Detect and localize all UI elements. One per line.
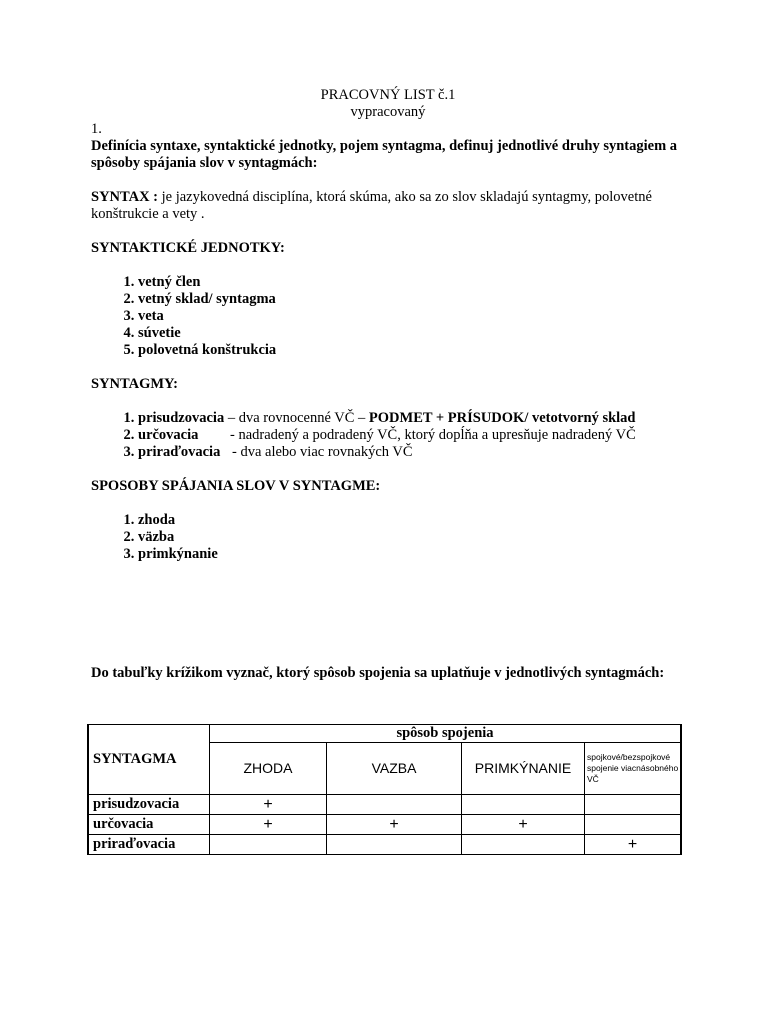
table-cell bbox=[462, 835, 585, 855]
col-header-vazba: VAZBA bbox=[327, 743, 462, 795]
list-item bbox=[138, 444, 691, 461]
syntagma-text: - dva alebo viac rovnakých VČ bbox=[232, 444, 413, 460]
list-item bbox=[138, 410, 691, 427]
table-cell: + bbox=[210, 815, 327, 835]
col-header-spojenie: spojkové/bezspojkové spojenie viacnásobného VČ bbox=[585, 743, 682, 795]
syntax-definition bbox=[91, 189, 691, 223]
table-first-header: SYNTAGMA bbox=[88, 725, 210, 795]
syntagma-text: - nadradený a podradený VČ, ktorý dopĺňa a upresňuje nadradený VČ bbox=[230, 427, 636, 443]
list-item: 1. vetný člen bbox=[138, 274, 691, 291]
syntagma-name: priraďovacia bbox=[138, 444, 221, 460]
row-label: priraďovacia bbox=[88, 835, 210, 855]
table-cell bbox=[210, 835, 327, 855]
list-item bbox=[138, 427, 691, 444]
list-item: 3. primkýnanie bbox=[138, 546, 691, 563]
syntax-label: SYNTAX : bbox=[91, 189, 158, 205]
table-cell: + bbox=[462, 815, 585, 835]
row-label: určovacia bbox=[88, 815, 210, 835]
list-item: 4. súvetie bbox=[138, 325, 691, 342]
table-cell bbox=[327, 795, 462, 815]
table-cell: + bbox=[585, 835, 682, 855]
syntagmy-heading: SYNTAGMY: bbox=[91, 376, 179, 392]
list-item: 2. väzba bbox=[138, 529, 691, 546]
syntagmy-list bbox=[91, 410, 691, 461]
units-heading: SYNTAKTICKÉ JEDNOTKY: bbox=[91, 240, 285, 256]
worksheet-page bbox=[91, 87, 691, 682]
table-cell bbox=[585, 795, 682, 815]
syntagma-name: určovacia bbox=[138, 427, 199, 443]
syntagma-table bbox=[87, 724, 682, 855]
units-list bbox=[91, 274, 691, 359]
syntagma-text: – dva rovnocenné VČ – bbox=[224, 410, 369, 426]
task2-text: Do tabuľky krížikom vyznač, ktorý spôsob spojenia sa uplatňuje v jednotlivých syntagmách: bbox=[91, 665, 665, 681]
task1-text: Definícia syntaxe, syntaktické jednotky, pojem syntagma, definuj jednotlivé druhy syntagiem a spôsoby spájania slov v syntagmách: bbox=[91, 138, 678, 171]
page-title: PRACOVNÝ LIST č.1 bbox=[320, 87, 456, 103]
list-item: 5. polovetná konštrukcia bbox=[138, 342, 691, 359]
list-item: 2. vetný sklad/ syntagma bbox=[138, 291, 691, 308]
table-cell: + bbox=[327, 815, 462, 835]
syntagma-name: prisudzovacia bbox=[138, 410, 225, 426]
task-number: 1. bbox=[91, 121, 102, 137]
syntagma-bold: PODMET + PRÍSUDOK/ vetotvorný sklad bbox=[368, 410, 636, 426]
row-label: prisudzovacia bbox=[88, 795, 210, 815]
ways-heading: SPOSOBY SPÁJANIA SLOV V SYNTAGME: bbox=[91, 478, 381, 494]
list-item: 1. zhoda bbox=[138, 512, 691, 529]
col-header-primkynanie: PRIMKÝNANIE bbox=[462, 743, 585, 795]
table-cell: + bbox=[210, 795, 327, 815]
table-cell bbox=[462, 795, 585, 815]
list-item: 3. veta bbox=[138, 308, 691, 325]
syntax-text: je jazykovedná disciplína, ktorá skúma, ako sa zo slov skladajú syntagmy, polovetné konštrukcie a vety . bbox=[91, 189, 652, 222]
ways-list bbox=[91, 512, 691, 563]
table-cell bbox=[585, 815, 682, 835]
col-header-zhoda: ZHODA bbox=[210, 743, 327, 795]
table-cell bbox=[327, 835, 462, 855]
table-group-header: spôsob spojenia bbox=[210, 725, 682, 743]
page-subtitle: vypracovaný bbox=[350, 104, 426, 120]
